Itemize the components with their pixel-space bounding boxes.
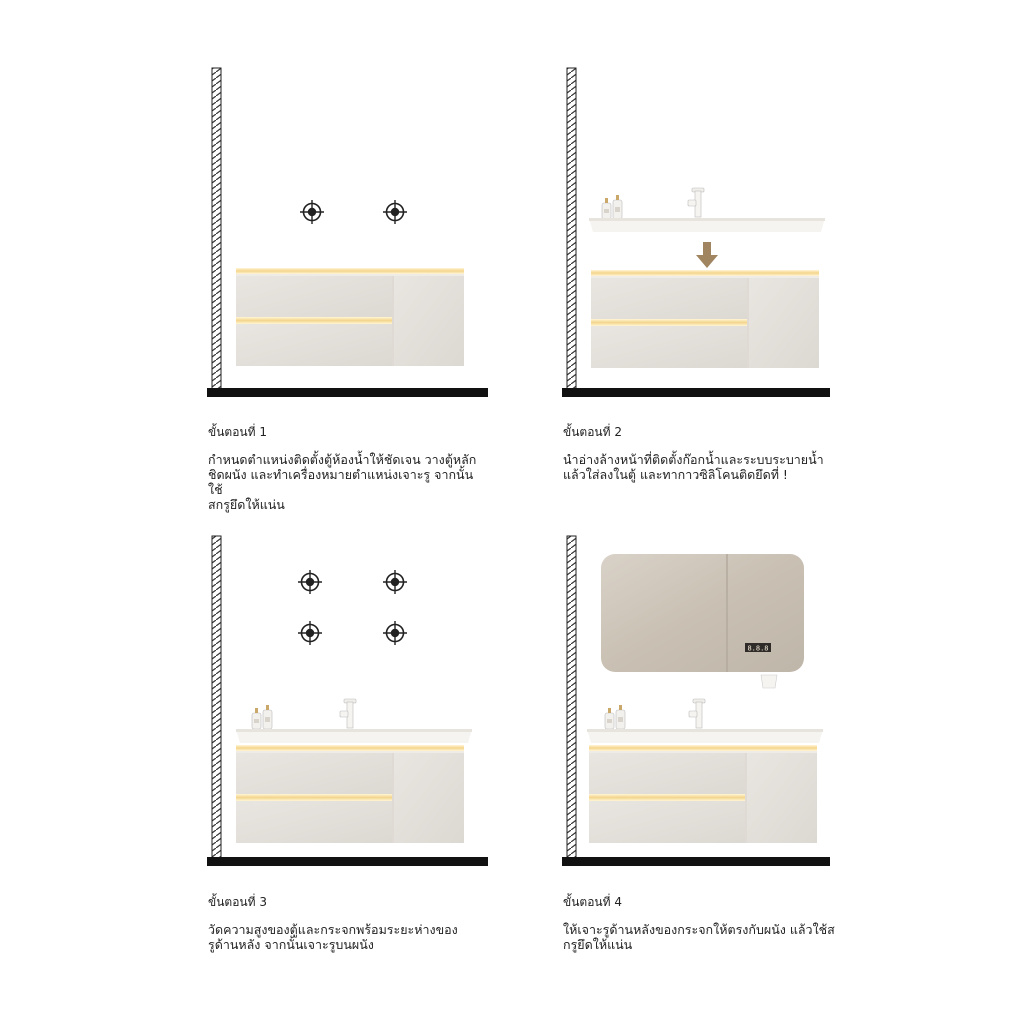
step-1-illustration <box>200 60 500 405</box>
step-label: ขั้นตอนที่ 3 <box>208 895 267 909</box>
arrow-down-icon <box>696 242 718 268</box>
floor <box>562 388 830 397</box>
drill-mark-icon <box>300 200 324 224</box>
step-3-panel <box>200 530 500 990</box>
floor <box>207 388 488 397</box>
vanity-cabinet <box>589 745 817 843</box>
step-3-illustration <box>200 530 500 875</box>
drill-mark-icon <box>383 621 407 645</box>
faucet-icon <box>688 188 704 217</box>
vanity-cabinet <box>236 268 464 366</box>
drill-mark-icon <box>298 621 322 645</box>
step-description: กำหนดตำแหน่งติดตั้งตู้ห้องน้ำให้ชัดเจน วางตู้หลัก ชิดผนัง และทำเครื่องหมายตำแหน่งเจาะรู จากนั้นใช้ สกรูยึดให้แน่น <box>208 452 477 512</box>
step-2-panel <box>555 60 855 520</box>
step-description: วัดความสูงของตู้และกระจกพร้อมระยะห่างของ รูด้านหลัง จากนั้นเจาะรูบนผนัง <box>208 922 458 952</box>
mirror-display: 8.8.8 <box>747 644 769 653</box>
vanity-cabinet <box>236 745 464 843</box>
step-description: นำอ่างล้างหน้าที่ติดตั้งก๊อกน้ำและระบบระบายน้ำ แล้วใส่ลงในตู้ และทากาวซิลิโคนติดยึดที่ ! <box>563 452 824 482</box>
basin-top <box>589 218 825 232</box>
basin-top <box>236 729 472 743</box>
bottles-icon <box>602 195 622 219</box>
step-description: ให้เจาะรูด้านหลังของกระจกให้ตรงกับผนัง แล้วใช้ส กรูยึดให้แน่น <box>563 922 835 952</box>
vanity-cabinet <box>591 270 819 368</box>
step-label: ขั้นตอนที่ 1 <box>208 425 267 439</box>
step-label: ขั้นตอนที่ 4 <box>563 895 622 909</box>
step-1-panel <box>200 60 500 520</box>
floor <box>562 857 830 866</box>
faucet-icon <box>689 699 705 728</box>
step-4-panel <box>555 530 855 990</box>
wall <box>212 536 221 864</box>
step-label: ขั้นตอนที่ 2 <box>563 425 622 439</box>
basin-top <box>587 729 823 743</box>
faucet-icon <box>340 699 356 728</box>
bottles-icon <box>252 705 272 729</box>
wall <box>567 536 576 864</box>
mirror-cabinet <box>601 554 804 688</box>
step-2-illustration <box>555 60 855 405</box>
drill-mark-icon <box>383 200 407 224</box>
wall <box>212 68 221 396</box>
drill-mark-icon <box>298 570 322 594</box>
bottles-icon <box>605 705 625 729</box>
floor <box>207 857 488 866</box>
drill-mark-icon <box>383 570 407 594</box>
wall <box>567 68 576 396</box>
step-4-illustration <box>555 530 855 875</box>
